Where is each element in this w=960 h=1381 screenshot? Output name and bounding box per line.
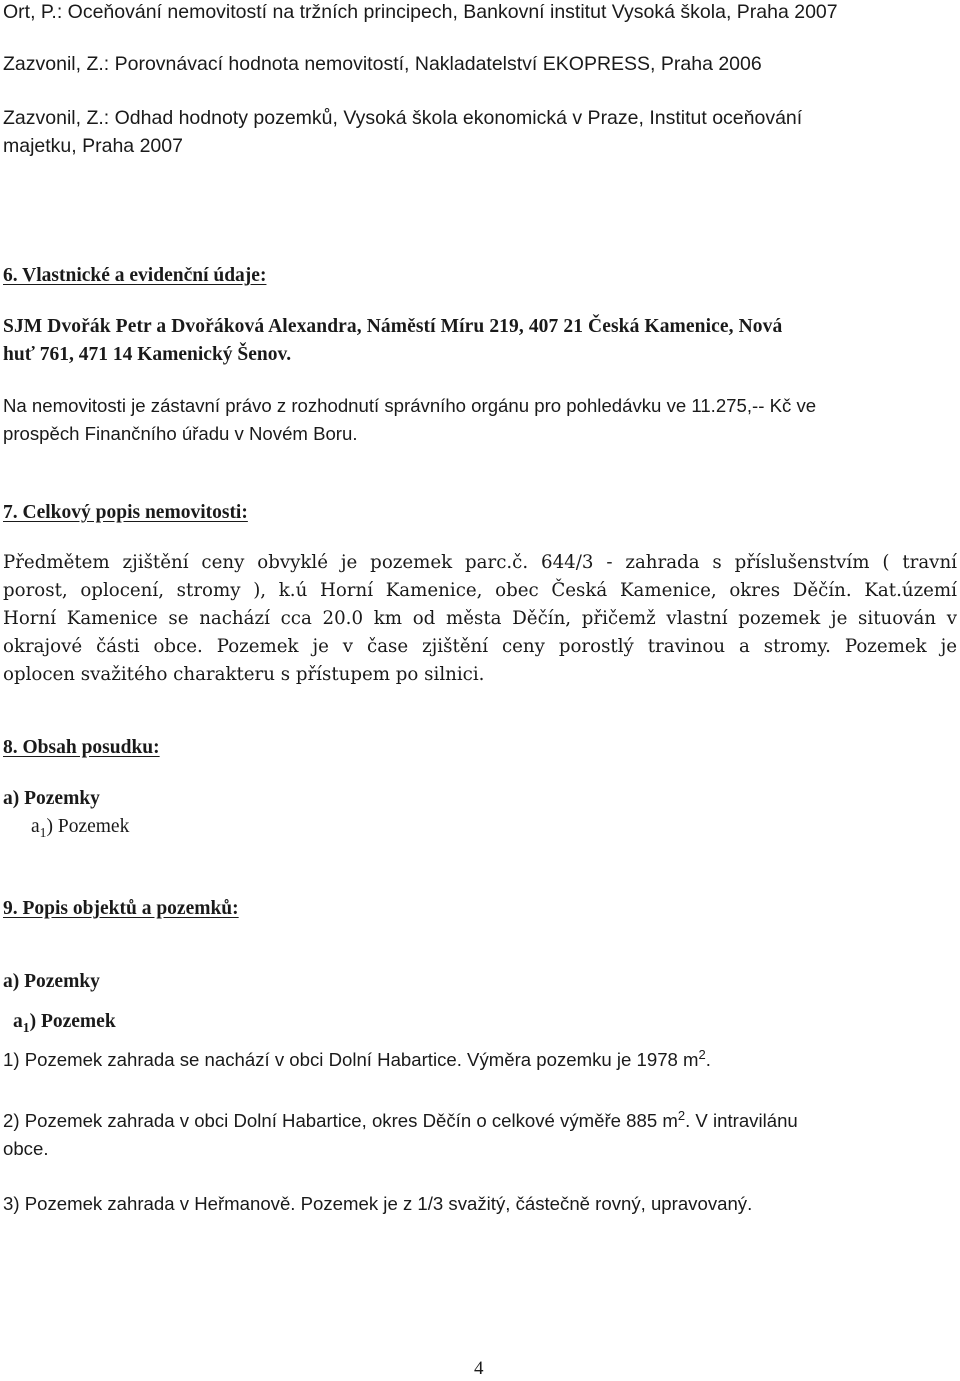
page-number: 4 (474, 1358, 484, 1379)
contents-item-a1: $a_1$) Pozemek (31, 816, 130, 840)
lien-line-2: prospěch Finančního úřadu v Novém Boru. (3, 423, 358, 444)
parcel-2-text: 2) Pozemek zahrada v obci Dolní Habartice, okres Děčín o celkové výměře 885 $m^2$. V intravilánu (3, 1107, 798, 1131)
section-9-heading: 9. Popis objektů a pozemků: (3, 898, 239, 919)
description-line-1: Předmětem zjištění ceny obvyklé je pozemek parc.č. 644/3 - zahrada s příslušenstvím ( travní (3, 552, 957, 573)
contents-item-a: a) Pozemky (3, 788, 100, 809)
lien-line-1: Na nemovitosti je zástavní právo z rozhodnutí správního orgánu pro pohledávku ve 11.275,-- Kč ve (3, 395, 817, 416)
reference-zazvonil-2-cont: majetku, Praha 2007 (3, 135, 183, 157)
reference-ort: Ort, P.: Oceňování nemovitostí na tržních principech, Bankovní institut Vysoká škola, Praha 2007 (3, 1, 838, 23)
section-7-heading: 7. Celkový popis nemovitosti: (3, 502, 248, 523)
description-line-5: oplocen svažitého charakteru s přístupem po silnici. (3, 664, 485, 685)
owner-line-2: huť 761, 471 14 Kamenický Šenov. (3, 344, 292, 365)
section-8-heading: 8. Obsah posudku: (3, 737, 160, 758)
description-item-a1: $a_1$) Pozemek (13, 1011, 116, 1035)
reference-zazvonil-2: Zazvonil, Z.: Odhad hodnoty pozemků, Vysoká škola ekonomická v Praze, Institut oceňování (3, 107, 803, 129)
owner-line-1: SJM Dvořák Petr a Dvořáková Alexandra, Náměstí Míru 219, 407 21 Česká Kamenice, Nová (3, 316, 783, 337)
section-6-heading: 6. Vlastnické a evidenční údaje: (3, 265, 267, 286)
description-line-2: porost, oplocení, stromy ), k.ú Horní Kamenice, obec Česká Kamenice, okres Děčín. Kat.území (3, 580, 957, 601)
description-item-a: a) Pozemky (3, 971, 100, 992)
reference-zazvonil-1: Zazvonil, Z.: Porovnávací hodnota nemovitostí, Nakladatelství EKOPRESS, Praha 2006 (3, 53, 762, 75)
description-line-3: Horní Kamenice se nachází cca 20.0 km od města Děčín, přičemž vlastní pozemek je situován v (3, 608, 957, 629)
parcel-1-text: 1) Pozemek zahrada se nachází v obci Dolní Habartice. Výměra pozemku je 1978 $m^2$. (3, 1046, 711, 1070)
parcel-3-text: 3) Pozemek zahrada v Heřmanově. Pozemek je z 1/3 svažitý, částečně rovný, upravovaný. (3, 1193, 753, 1214)
parcel-2-text-cont: obce. (3, 1138, 49, 1159)
description-line-4: okrajové části obce. Pozemek je v čase zjištění ceny porostlý travinou a stromy. Pozemek je (3, 636, 957, 657)
